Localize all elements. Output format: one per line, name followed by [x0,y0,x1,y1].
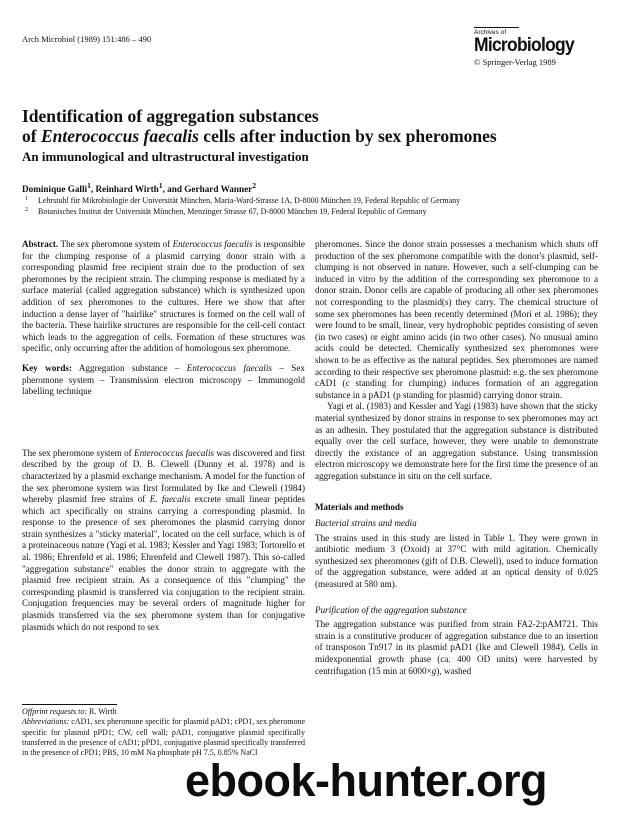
subsection-heading: Purification of the aggregation substance [315,604,467,615]
section-heading: Materials and methods [315,502,404,513]
offprint-note: Offprint requests to: R. Wirth [22,707,117,716]
author-list: Dominique Galli$^1$, Reinhard Wirth$^1$, and Gerhard Wanner$^2$ [22,181,257,195]
affiliation: 2 Botanisches Institut der Universität München, Menzinger Strasse 67, D-8000 München 19, Federal Republic of Germany [25,206,427,216]
publisher-copyright: © Springer-Verlag 1989 [474,57,556,67]
left-column [22,239,305,633]
subsection-heading: Bacterial strains and media [315,518,417,529]
keywords: Key words: Aggregation substance – Enterococcus faecalis – Sex pheromone system – Transmission electron microscopy – Immunogold labelling technique [22,362,305,397]
right-column [315,239,598,677]
article-title-line1: Identification of aggregation substances [22,106,319,126]
watermark: ebook-hunter.org [185,755,547,806]
journal-archives-label: Archives of [474,27,519,36]
journal-citation: Arch Microbiol (1989) 151:486 – 490 [22,34,152,44]
footnote-rule [22,704,117,705]
journal-name: Microbiology [474,35,574,56]
author-name: Gerhard Wanner [184,184,253,195]
author-name: Reinhard Wirth [95,184,159,195]
journal-logo [474,27,584,67]
article-title-line2: of Enterococcus faecalis cells after induction by sex pheromones [22,126,497,146]
affiliation: 1 Lehrstuhl für Mikrobiologie der Universität München, Maria-Ward-Strasse 1A, D-8000 München 19, Federal Republic of Germany [25,196,461,205]
introduction-paragraph: The sex pheromone system of Enterococcus faecalis was discovered and first described by the group of D. B. Clewell (Dunny et al. 1978) and is characterized by a plasmid exchange mechanism. A model for the function of the sex pheromone system was first formulated by Ike and Clewell (1984) whereby plasmid free strains of E. faecalis excrete small linear peptides which act specifically on strains carrying a corresponding plasmid. In response to the presence of sex pheromones the plasmid carrying donor strain synthesizes a "sticky material", located on the cell surface, which is of a proteinaceous nature (Yagi et al. 1983; Kessler and Yagi 1983; Tortorello et al. 1986; Ehrenfeld et al. 1986; Ehrenfeld and Clewell 1987). This so-called "aggregation substance" enables the donor strain to aggregate with the plasmid free recipient strain. As a consequence of this "clumping" the corresponding plasmid is transferred via conjugation to the recipient strain. Conjugation frequencies may be several orders of magnitude higher for plasmids transferred via the sex pheromone system than for conjugative plasmids which do not respond to sex [22,447,305,632]
body-paragraph: pheromones. Since the donor strain possesses a mechanism which shuts off production of the sex pheromone compatible with the donor's plasmid, self-clumping is not observed in nature. However, such a self-clumping can be induced in vitro by the addition of the corresponding sex pheromone to a donor strain. Donor cells are capable of producing all other sex pheromones not corresponding to the plasmid(s) they carry. The chemical structure of some sex pheromones has been recently determined (Mori et al. 1986); they were found to be small, linear, very hydrophobic peptides consisting of seven (in two cases) or eight amino acids (in two other cases). No unusual amino acids could be detected. Chemically synthesized sex pheromones were shown to be as effective as the natural peptides. Sex pheromones are named according to their respective sex pheromone plasmid: e.g. the sex pheromone cAD1 (c standing for clumping) induces formation of an aggregation substance in a pAD1 (p standing for plasmid) carrying donor strain. [315,239,598,400]
body-paragraph: The strains used in this study are listed in Table 1. They were grown in antibiotic medium 3 (Oxoid) at 37°C with mild agitation. Chemically synthesized sex pheromones (gift of D.B. Clewell), used to induce formation of the aggregation substance, were added at an optical density of 0.025 (measured at 580 nm). [315,532,598,590]
article-title-block [22,106,602,165]
footnote-block [22,704,305,758]
species-name: Enterococcus faecalis [40,126,199,146]
body-paragraph: Yagi et al. (1983) and Kessler and Yagi (1983) have shown that the sticky material synthesized by donor strains in response to sex pheromones may act as an adhesin. They postulated that the aggregation substance is distributed equally over the cell surface, however, they were unable to demonstrate directly the existance of an aggregation substance. Using transmission electron microscopy we demonstrate here for the first time the presence of an aggregation substance in situ on the cell surface. [315,401,598,481]
abstract: Abstract. The sex pheromone system of Enterococcus faecalis is responsible for the clumping response of a plasmid carrying donor strain with a corresponding plasmid free recipient strain due to the production of sex pheromones by the recipient strain. The clumping response is mediated by a surface material (called aggregation substance) which is synthesized upon addition of sex pheromones to the cultures. Here we show that after induction a dense layer of "hairlike" structures is formed on the cell wall of the bacteria. These hairlike structures are responsible for the cell-cell contact which leads to the aggregation of cells. Formation of these structures was specific, only occurring after the addition of homologous sex pheromone. [22,239,305,354]
affiliation-list [22,196,602,217]
abbreviations-note: Abbreviations: cAD1, sex pheromone specific for plasmid pAD1; cPD1, sex pheromone specific for plasmid pPD1; CW, cell wall; pAD1, conjugative plasmid specifically transferred in the presence of cAD1; pPD1, conjugative plasmid specifically transferred in the presence of cPD1; PBS, 10 mM Na phosphate pH 7.5, 0.85% NaCl [22,717,305,758]
body-paragraph: The aggregation substance was purified from strain FA2-2:pAM721. This strain is a constitutive producer of aggregation substance due to an insertion of transposon Tn917 in its plasmid pAD1 (Ike and Clewell 1984). Cells in midexponential growth phase (ca. 400 OD units) were harvested by centrifugation (15 min at 6000×g), washed [315,619,598,676]
author-name: Dominique Galli [22,184,88,195]
article-subtitle: An immunological and ultrastructural investigation [22,149,309,164]
